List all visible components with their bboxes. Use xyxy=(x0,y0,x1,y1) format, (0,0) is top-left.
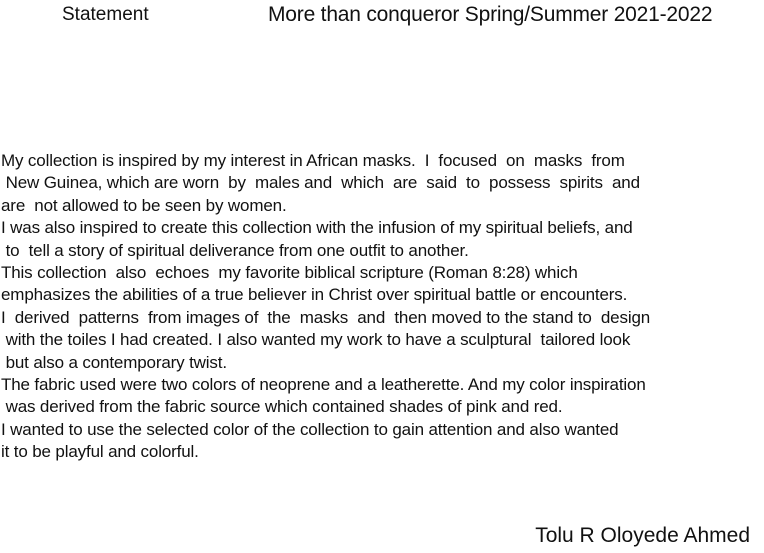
body-line: are not allowed to be seen by women. xyxy=(1,195,287,215)
body-line: emphasizes the abilities of a true believer in Christ over spiritual battle or encounters. xyxy=(1,285,628,305)
body-line: with the toiles I had created. I also wanted my work to have a sculptural tailored look xyxy=(1,330,631,350)
body-line: but also a contemporary twist. xyxy=(1,352,227,372)
body-line: I derived patterns from images of the masks and then moved to the stand to design xyxy=(1,307,651,327)
statement-label: Statement xyxy=(62,4,149,25)
body-line: The fabric used were two colors of neoprene and a leatherette. And my color inspiration xyxy=(1,374,646,394)
author-signature: Tolu R Oloyede Ahmed xyxy=(535,524,750,547)
body-line: New Guinea, which are worn by males and which are said to possess spirits and xyxy=(1,173,640,193)
body-line: I wanted to use the selected color of the collection to gain attention and also wanted xyxy=(1,419,619,439)
body-line: My collection is inspired by my interest in African masks. I focused on masks from xyxy=(1,151,625,170)
body-line: This collection also echoes my favorite biblical scripture (Roman 8:28) which xyxy=(1,262,578,282)
body-line: to tell a story of spiritual deliverance from one outfit to another. xyxy=(1,240,469,260)
body-line: I was also inspired to create this collection with the infusion of my spiritual beliefs, and xyxy=(1,218,633,238)
collection-title: More than conqueror Spring/Summer 2021-2022 xyxy=(268,3,713,26)
body-line: it to be playful and colorful. xyxy=(1,442,199,462)
statement-body xyxy=(1,150,763,463)
body-line: was derived from the fabric source which contained shades of pink and red. xyxy=(1,397,563,417)
